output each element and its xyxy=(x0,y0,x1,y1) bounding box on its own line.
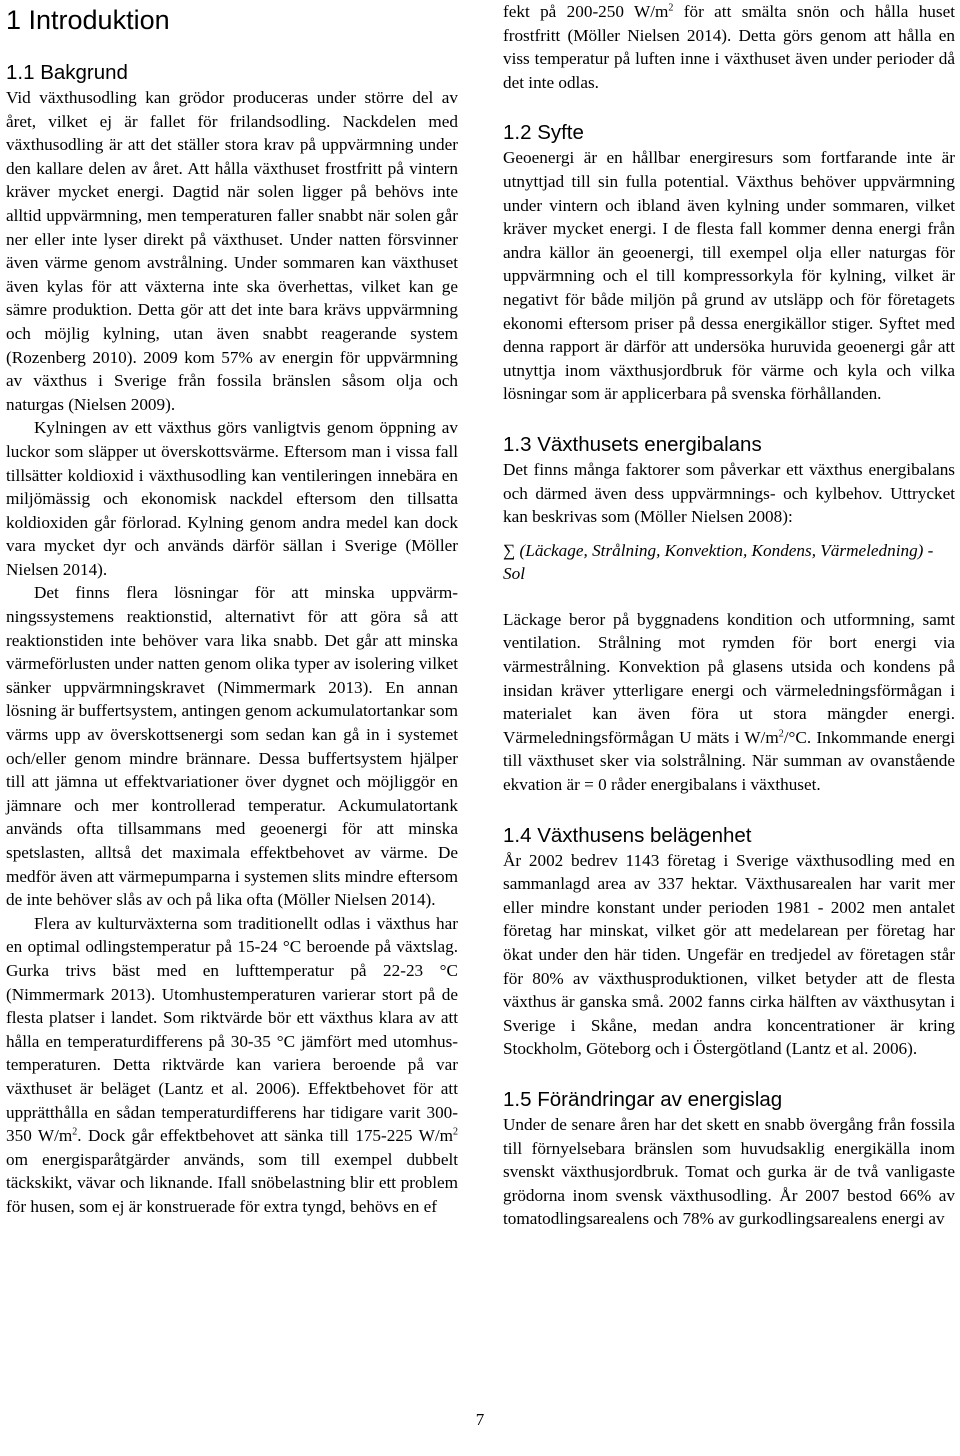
superscript: 2 xyxy=(453,1126,458,1138)
paragraph-bakgrund-2: Kylningen av ett växthus görs vanligtvis genom öppning av luckor som släpper ut överskottsvärme. Eftersom man i vissa fall tillsätter koldioxid i växthusodling kan ventileringen innebära en miljömässig och ekonomisk nackdel eftersom den tillsatta koldioxiden går förlorad. Kylning genom andra medel kan dock vara mycket dyr och används därför sällan i Sverige (Möller Nielsen 2014). xyxy=(6,418,458,579)
text-run: /°C. Inkommande energi till växthuset sker via solstrålning. När summan av ovanstående ekvation är = 0 råder energibalans i växthuset. xyxy=(503,727,955,795)
section-heading-1-3: 1.3 Växthusets energibalans xyxy=(503,432,762,456)
text-run: om energisparåtgärder används, som till exempel dubbelt täckskikt, vävar och liknande. Ifall snöbelastning blir ett problem för husen, som ej är konstruerade för extra tyngd, behövs en ef xyxy=(6,1149,458,1216)
section-heading-1-5: 1.5 Förändringar av energislag xyxy=(503,1087,783,1111)
superscript: 2 xyxy=(72,1126,78,1138)
text-run: . Dock går effektbehovet att sänka till 175-225 W/m xyxy=(77,1126,453,1146)
section-heading-1-1: 1.1 Bakgrund xyxy=(6,61,128,84)
paragraph-bakgrund-3: Det finns flera lösningar för att minska uppvärmningssystemens reaktionstid, alternativt för att göra så att reaktionstiden inte behöver vara lika snabb. Det går att minska värmeförlusten under natten genom olika typer av isolering vilket sänker uppvärmningskravet (Nimmermark 2013). En annan lösning är buffertsystem, antingen genom ackumulatortankar som värms upp av överskottsenergi som sedan kan gå in i systemet och/eller genom mindre brännare. Dessa buffertsystem hjälper till att jämna ut effektvariationer över dygnet och möjliggör en jämnare och mer kontrollerad temperatur. Ackumulatortank används ofta tillsammans med geoenergi för att minska spetslasten, alltså det maximala effektbehovet av värme. De medför även att värmepumparna i systemen slits mindre eftersom de inte behöver slås av och på lika ofta (Möller Nielsen 2014). xyxy=(6,583,458,910)
section-heading-1-2: 1.2 Syfte xyxy=(503,121,584,145)
paragraph-bakgrund-4 xyxy=(6,912,458,1219)
text-run: för att smälta snön och hålla huset frostfritt (Möller Nielsen 2014). Detta görs genom att hålla en viss temperatur på luften inne i växthuset även under perioder då det inte odlas. xyxy=(503,2,955,92)
superscript: 2 xyxy=(778,728,784,740)
paragraph-bakgrund-1: Vid växthusodling kan grödor produceras under större del av året, vilket ej är fallet för frilandsodling. Nackdelen med växthusodling är att det ställer stora krav på uppvärmning under den kallare delen av året. Att hålla växthuset frostfritt på vintern kräver mycket energi. Dagtid när solen ligger på behövs inte alltid uppvärmning, men temperaturen faller snabbt när solen går ner eller inte lyser direkt på växthuset. Under natten försvinner även värme genom avstrålning. Under sommaren kan växthuset även kylas för att växterna inte ska överhettas, vilket kan ge sämre produktion. Detta gör att det inte bara krävs uppvärmning och möjlig kylning, utan även snabbt reagerande system (Rozenberg 2010). 2009 kom 57% av energin för uppvärmning av växthus i Sverige från fossila bränslen såsom olja och naturgas (Nielsen 2009). xyxy=(6,88,458,414)
text-run: Flera av kulturväxterna som traditionellt odlas i växthus har en optimal odlingstemperatur på 15-24 °C beroende på växtslag. Gurka trivs bäst med en lufttemperatur på 22-23 °C (Nimmermark 2013). Utomhustemperaturen varierar stort på de flesta platser i landet. Som riktvärde bör ett växthus klara av att hålla en temperaturdifferens på 30-35 °C jämfört med utomhustemperaturen. Detta riktvärde kan variera beroende på var växthuset är beläget (Lantz et al. 2006). Effektbehovet för att upprätthålla en sådan temperaturdifferens har tidigare varit 300-350 W/m xyxy=(6,913,458,1146)
text-run: fekt på 200-250 W/m xyxy=(503,2,669,21)
superscript: 2 xyxy=(668,2,674,14)
section-heading-1-4: 1.4 Växthusens belägenhet xyxy=(503,823,752,847)
left-column xyxy=(6,0,458,1219)
paragraph-syfte: Geoenergi är en hållbar energiresurs som fortfarande inte är utnyttjad till sin fulla potential. Växthus behöver uppvärmning under vintern och ibland även kylning under sommaren, vilket kräver mycket energi. I de flesta fall kommer denna energi från andra källor än geoenergi, till exempel olja eller naturgas för uppvärmning och el till kompressorkyla för kylning, vilket är negativt för både miljön på grund av utsläpp och för företagets ekonomi eftersom priser på dessa energikällor stiger. Syftet med denna rapport är därför att undersöka huruvida geoenergi går att utnyttja inom växthusjordbruk för värme och kyla och vilka lösningar som är applicerbara på svenska förhållanden. xyxy=(503,148,955,404)
paragraph-energislag: Under de senare åren har det skett en snabb övergång från fossila till förnyelsebara bränslen som huvudsaklig energikälla inom svenskt växthusjordbruk. Tomat och gurka är de två vanligaste grödorna inom svensk växthusodling. År 2007 bestod 66% av tomatodlingsarealens och 78% av gurkodlingsarealens energi av xyxy=(503,1114,955,1229)
paragraph-energibalans-1: Det finns många faktorer som påverkar ett växthus energibalans och därmed även dess uppvärmnings- och kylbehov. Uttrycket kan beskrivas som (Möller Nielsen 2008): xyxy=(503,459,955,527)
paragraph-belagenhet: År 2002 bedrev 1143 företag i Sverige växthusodling med en sammanlagd area av 337 hektar. Växthusarealen har varit mer eller mindre konstant under perioden 1981 - 2002 men antalet företag har minskat, vilket gör att medelarean per företag har ökat under den här tiden. Ungefär en tredjedel av företagen står för 80% av växthusproduktionen, vilket betyder att de flesta växthus är ganska små. 2002 fanns cirka hälften av växthusytan i Sverige i Skåne, medan andra koncentrationer är kring Stockholm, Göteborg och i Östergötland (Lantz et al. 2006). xyxy=(503,850,955,1059)
text-run: Läckage beror på byggnadens kondition och utformning, samt ventilation. Strålning mot rymden för bort energi via värmestrålning. Konvektion på glasens utsida och kondens på insidan kräver ytterligare energi och värmeledningsförmågan i materialet kan även föra ut stora mängder energi. Värmeledningsförmågan U mäts i W/m xyxy=(503,609,955,747)
page-number: 7 xyxy=(475,1410,485,1429)
right-column xyxy=(503,0,955,1231)
chapter-title: 1 Introduktion xyxy=(6,5,170,35)
paragraph-continuation xyxy=(503,0,955,94)
energy-balance-formula: ∑ (Läckage, Strålning, Konvektion, Kondens, Värmeledning) - Sol xyxy=(503,540,934,584)
paragraph-energibalans-2 xyxy=(503,608,955,797)
